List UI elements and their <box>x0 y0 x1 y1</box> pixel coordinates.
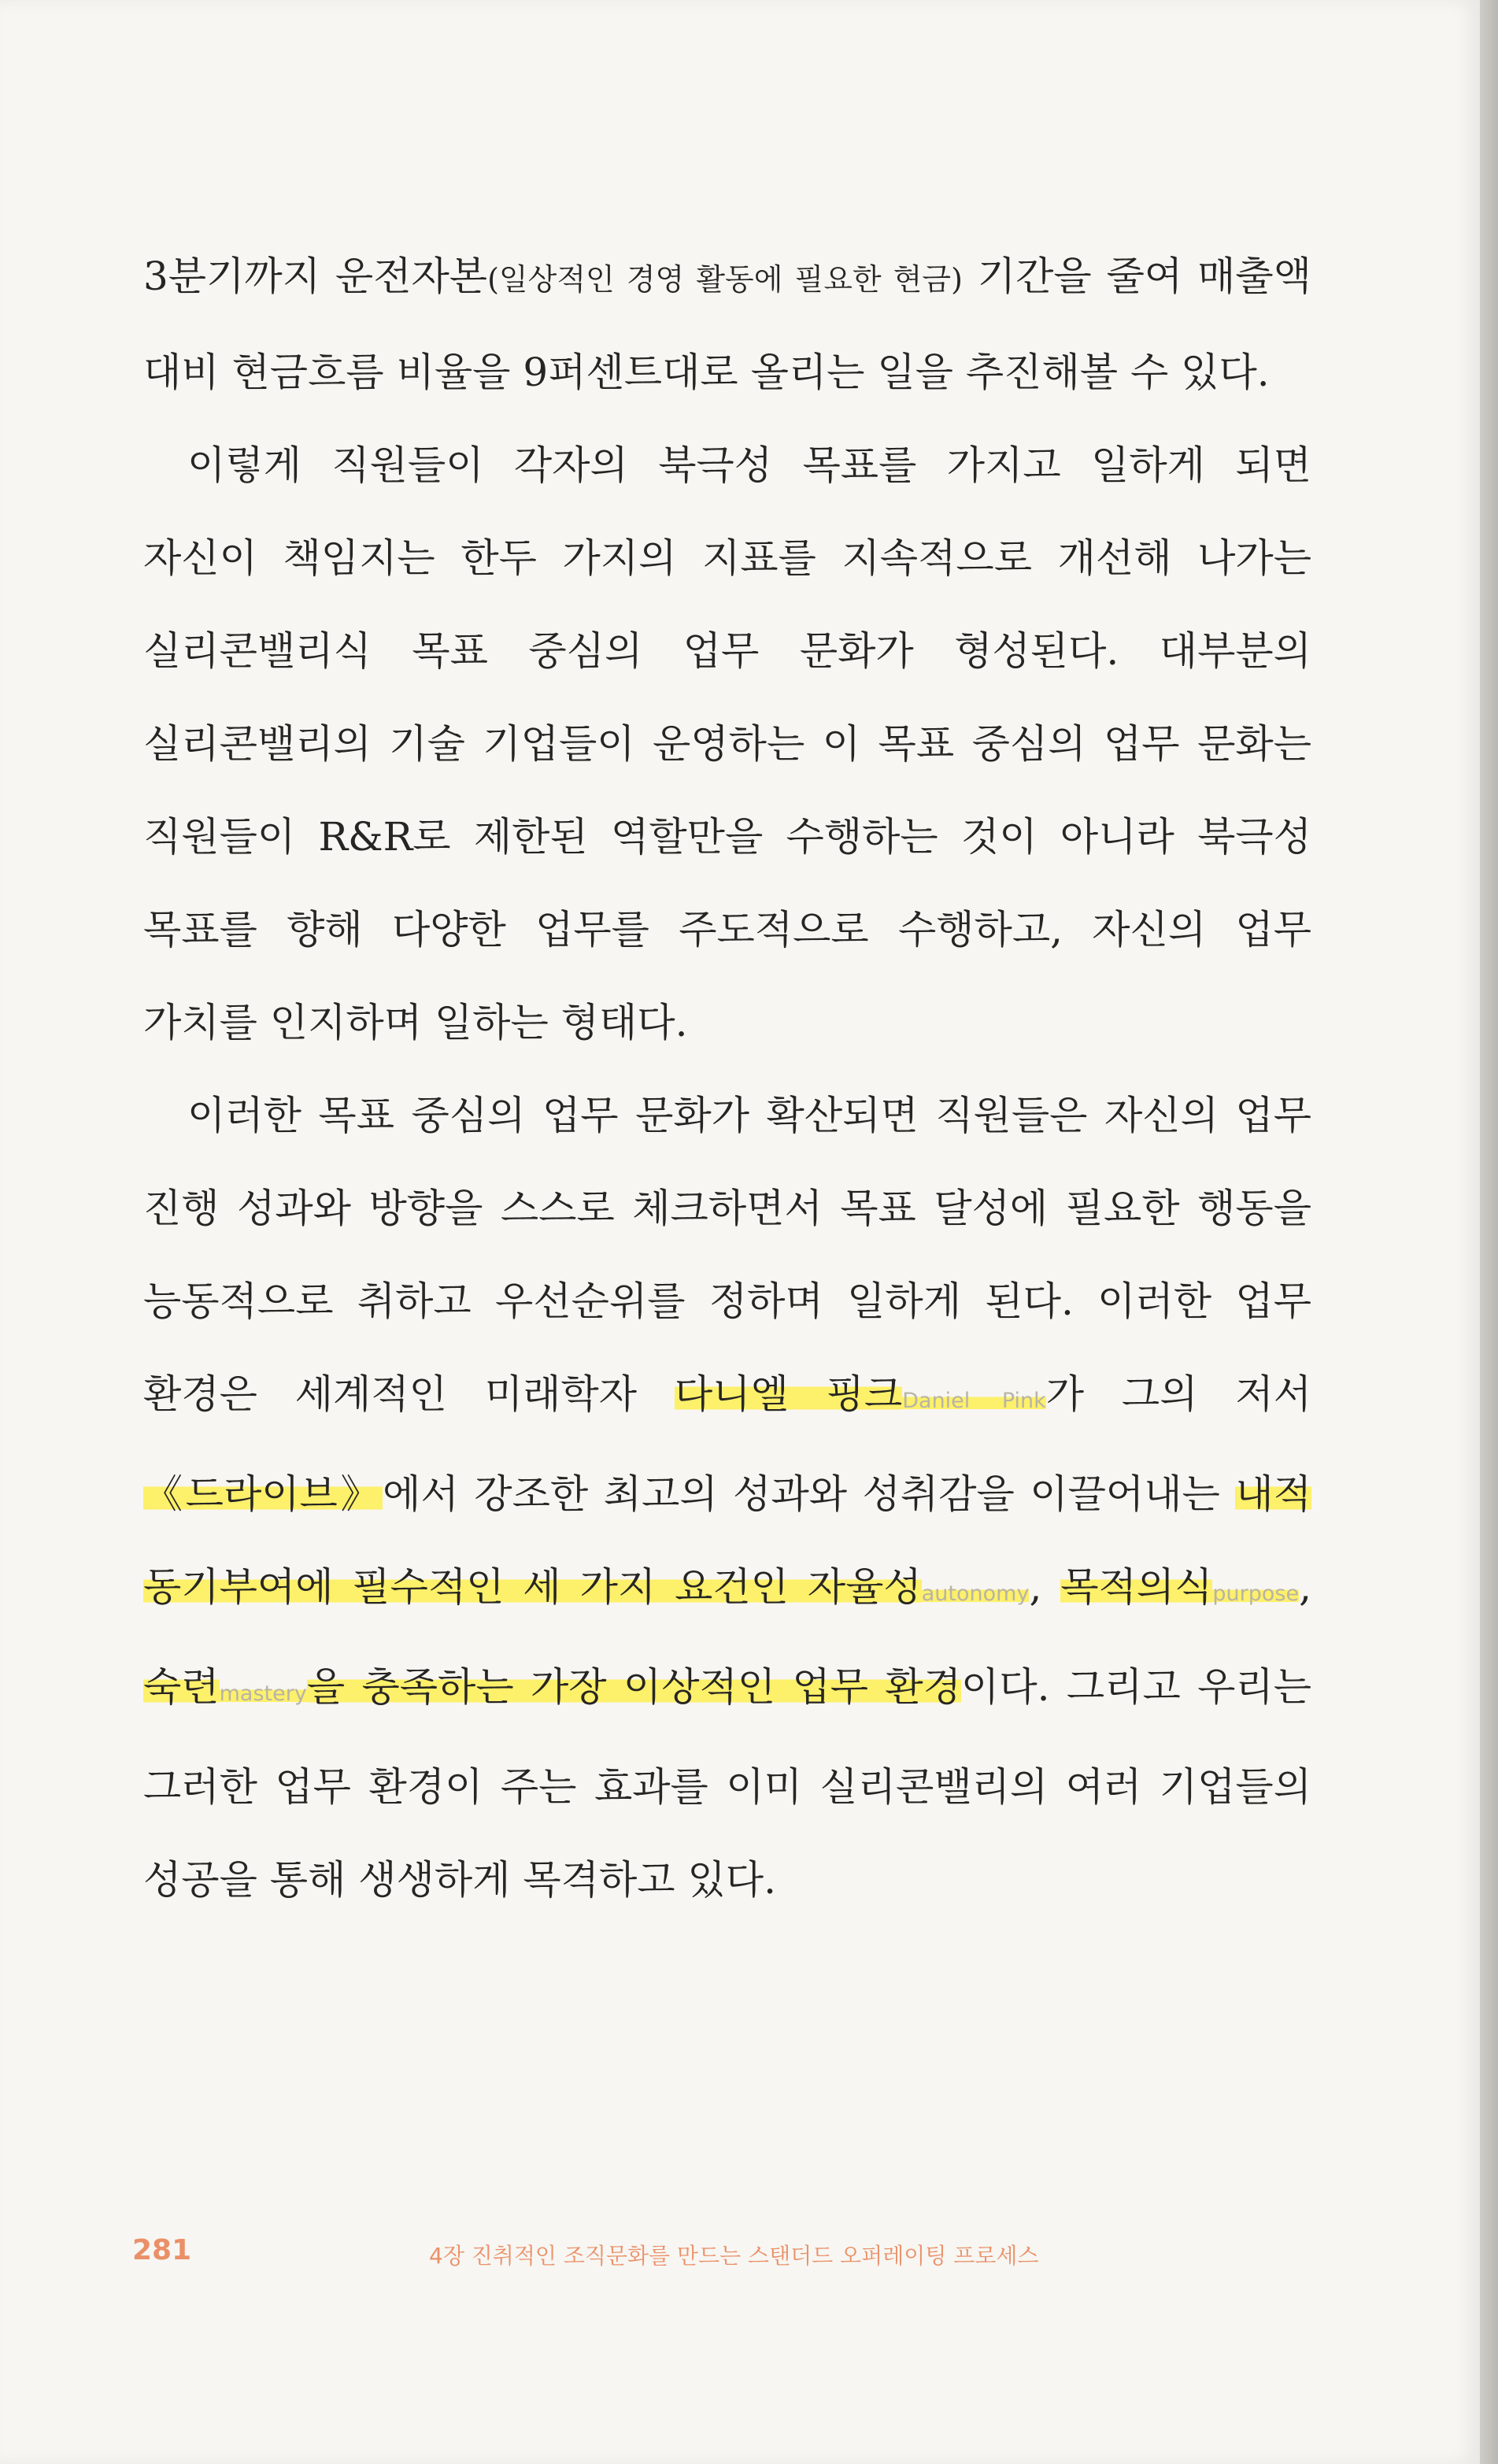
page-number: 281 <box>132 2234 192 2266</box>
text-segment: 이러한 목표 중심의 업무 문화가 확산되면 직원들은 자신의 업무 진행 성과와 방향을 스스로 체크하면서 목표 달성에 필요한 행동을 능동적으로 취하고 우선순위를 정하며 일하게 된다. 이러한 업무 환경은 세계적인 미래학자 <box>143 1093 1311 1417</box>
text-segment: 가 그의 저서 <box>1045 1371 1311 1417</box>
text-segment: 에서 강조한 최고의 성과와 성취감을 이끌어내는 <box>383 1471 1236 1517</box>
running-head: 4장 진취적인 조직문화를 만드는 스탠더드 오퍼레이팅 프로세스 <box>429 2243 1039 2269</box>
text-segment: 이다. 그리고 우리는 그러한 업무 환경이 주는 효과를 이미 실리콘밸리의 여러 기업들의 성공을 통해 생생하게 목격하고 있다. <box>143 1664 1311 1903</box>
highlighted-text: 《드라이브》 <box>143 1471 383 1517</box>
text-segment: 이렇게 직원들이 각자의 북극성 목표를 가지고 일하게 되면 자신이 책임지는 한두 가지의 지표를 지속적으로 개선해 나가는 실리콘밸리식 목표 중심의 업무 문화가 형성된다. 대부분의 실리콘밸리의 기술 기업들이 운영하는 이 목표 중심의 업무 문화는 직원들이 R&R로 제한된 역할만을 수행하는 것이 아니라 북극성 목표를 향해 다양한 업무를 주도적으로 수행하고, 자신의 업무 가치를 인지하며 일하는 형태다. <box>143 442 1311 1045</box>
body-text <box>143 230 1311 1926</box>
highlighted-text: 숙련 <box>143 1664 220 1710</box>
text-segment: , <box>1029 1564 1061 1610</box>
parenthetical-note: (일상적인 경영 활동에 필요한 현금) <box>487 262 963 297</box>
highlighted-text: 목적의식 <box>1060 1564 1213 1610</box>
text-segment: 기간을 줄여 매출액 대비 현금흐름 비율을 9퍼센트대로 올리는 일을 추진해볼 수 있다. <box>143 253 1311 395</box>
text-segment: 3분기까지 운전자본 <box>143 253 488 299</box>
page-edge <box>1480 0 1498 2464</box>
text-segment: , <box>1299 1564 1311 1610</box>
highlighted-text: 을 충족하는 가장 이상적인 업무 환경 <box>306 1664 962 1710</box>
highlighted-text: 내적 동기부여에 필수적인 세 가지 요건인 자율성 <box>143 1471 1311 1610</box>
english-gloss: autonomy <box>921 1582 1030 1606</box>
paragraph-2 <box>143 419 1311 1069</box>
english-gloss: Daniel Pink <box>902 1389 1046 1413</box>
highlighted-text: 다니엘 핑크 <box>674 1371 903 1417</box>
paragraph-3 <box>143 1069 1311 1926</box>
page-footer <box>0 2234 1480 2281</box>
english-gloss: mastery <box>219 1682 307 1706</box>
paragraph-1 <box>143 230 1311 419</box>
english-gloss: purpose <box>1212 1582 1300 1606</box>
